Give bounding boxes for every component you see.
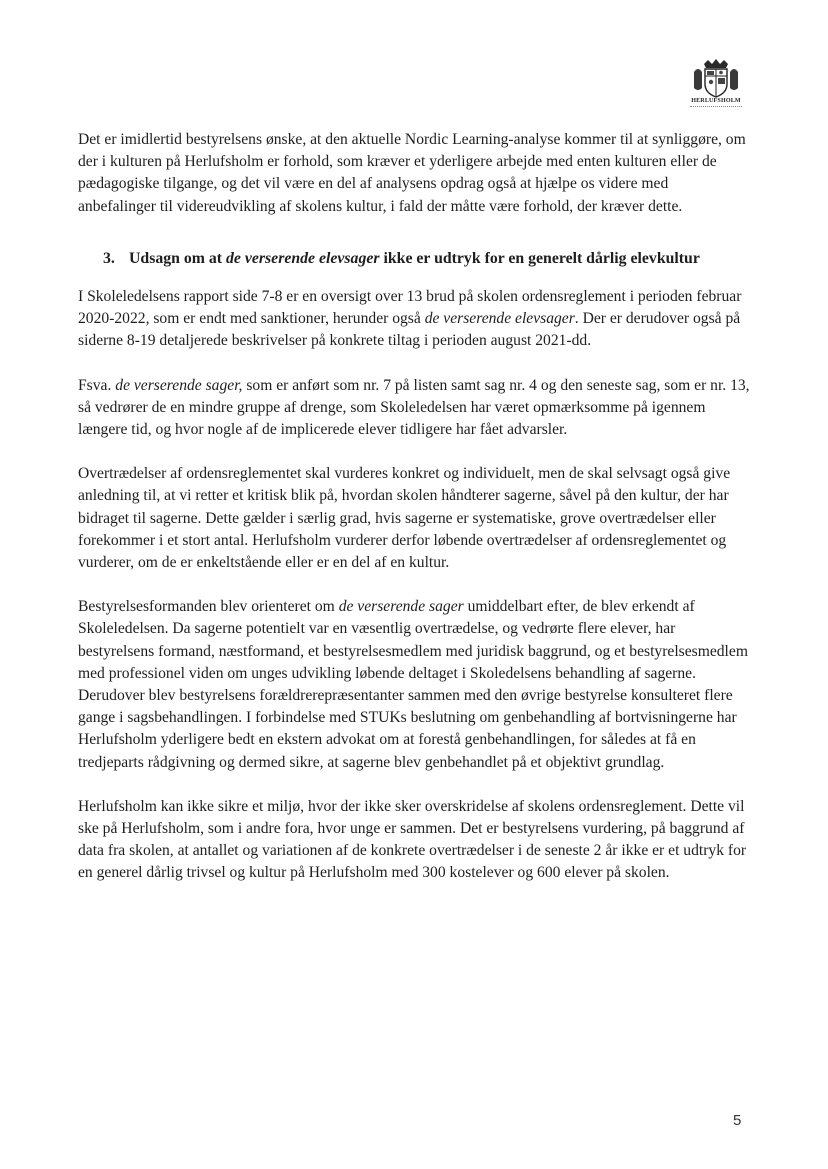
p2-text-b: som er anført som nr. 7 på listen samt sag nr. 4 og den seneste sag, som er nr. 13, så vedrører de en mindre gruppe af drenge, som Skoleledelsen har været opmærksomme på igennem længere tid, og hvor nogle af de implicerede elever tidligere har fået advarsler. xyxy=(78,376,750,439)
page-number: 5 xyxy=(733,1112,742,1129)
section-title-part1: Udsagn om at xyxy=(129,249,226,267)
section-title-italic: de verserende elevsager xyxy=(226,249,380,267)
paragraph-conclusion: Herlufsholm kan ikke sikre et miljø, hvor der ikke sker overskridelse af skolens ordensreglement. Dette vil ske på Herlufsholm, som i andre fora, hvor unge er sammen. Det er bestyrelsens vurdering, på baggrund af data fra skolen, at antallet og variationen af de konkrete overtrædelser i de seneste 2 år ikke er et udtryk for en generel dårlig trivsel og kultur på Herlufsholm med 300 kostelever og 600 elever på skolen. xyxy=(78,797,747,882)
logo-wordmark: HERLUFSHOLM xyxy=(691,98,741,104)
p4-text-b: umiddelbart efter, de blev erkendt af Skoleledelsen. Da sagerne potentielt var en væsentlig overtrædelse, og vedrørte flere elever, har bestyrelsens formand, næstformand, et bestyrelsesmedlem med juridisk baggrund, og et bestyrelsesmedlem med professionel viden om unges udvikling løbende deltaget i Skoledelsens behandling af sagerne. Derudover blev bestyrelsens forældrerepræsentanter sammen med den øvrige bestyrelse konsulteret flere gange i sagsbehandlingen. I forbindelse med STUKs beslutning om genbehandling af bortvisningerne har Herlufsholm yderligere bedt en ekstern advokat om at forestå genbehandlingen, for således at få en tredjeparts rådgivning og dermed sikre, at sagerne blev genbehandlet på et objektivt grundlag. xyxy=(78,598,748,771)
logo-tagline-line xyxy=(690,106,742,109)
p1-text-b: . Der er derudover også på siderne 8-19 detaljerede beskrivelser på konkrete tiltag i perioden august 2021-dd. xyxy=(78,310,741,350)
section-heading xyxy=(103,248,750,270)
p4-italic: de verserende sager xyxy=(338,598,464,616)
p2-italic: de verserende sager, xyxy=(115,376,243,394)
paragraph-pending-cases xyxy=(78,375,750,442)
crest-graphic xyxy=(688,58,744,98)
section-title-part2: ikke er udtryk for en generelt dårlig elevkultur xyxy=(379,249,700,267)
p1-italic: de verserende elevsager xyxy=(424,310,575,328)
p4-text-a: Bestyrelsesformanden blev orienteret om xyxy=(78,598,339,616)
p1-text-a: I Skoleledelsens rapport side 7-8 er en oversigt over 13 brud på skolen ordensreglement i perioden februar 2020-2022, som er endt med sanktioner, herunder også xyxy=(78,288,742,328)
p2-text-a: Fsva. xyxy=(78,376,116,394)
paragraph-report-overview xyxy=(78,286,750,353)
document-body xyxy=(78,129,750,907)
paragraph-board-involvement xyxy=(78,596,750,774)
intro-paragraph: Det er imidlertid bestyrelsens ønske, at den aktuelle Nordic Learning-analyse kommer til at synliggøre, om der i kulturen på Herlufsholm er forhold, som kræver et yderligere arbejde med enten kulturen eller de pædagogiske tilgange, og det vil være en del af analysens opdrag også at hjælpe os videre med anbefalinger til videreudvikling af skolens kultur, i fald der måtte være forhold, der kræver dette. xyxy=(78,131,746,215)
herlufsholm-crest-icon xyxy=(688,58,744,110)
section-number: 3. xyxy=(103,249,115,267)
paragraph-violations-assessment: Overtrædelser af ordensreglementet skal vurderes konkret og individuelt, men de skal selvsagt også give anledning til, at vi retter et kritisk blik på, hvordan skolen håndterer sagerne, såvel på den kultur, der har bidraget til sagerne. Dette gælder i særlig grad, hvis sagerne er systematiske, grove overtrædelser eller forekommer i et stort antal. Herlufsholm vurderer derfor løbende overtrædelser af ordensreglementet og vurderer, om de er enkeltstående eller er en del af en kultur. xyxy=(78,465,731,572)
